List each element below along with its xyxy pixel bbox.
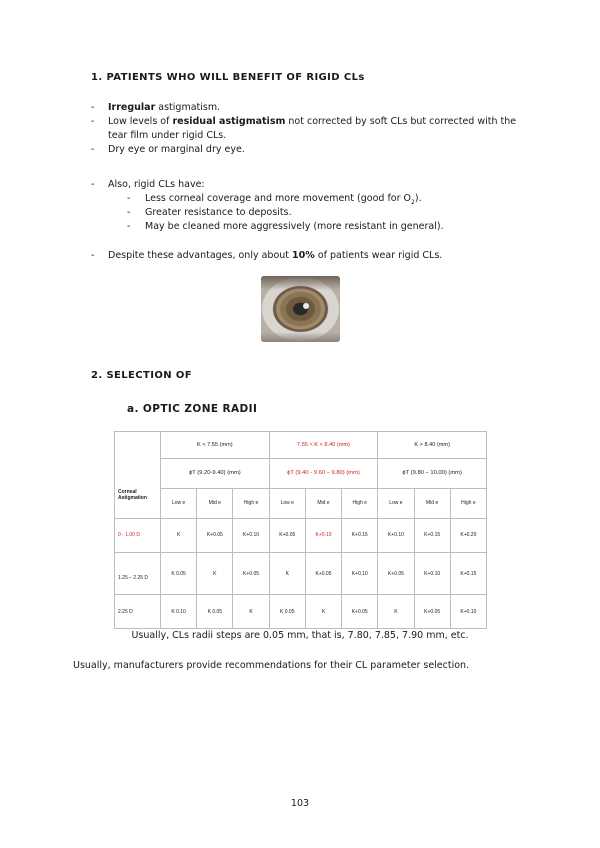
table-cell: K 0.05 (269, 595, 305, 629)
row-label: 1.25 – 2.25 D (115, 552, 161, 594)
optic-zone-radii-table (114, 431, 487, 629)
sub-list-item: - May be cleaned more aggressively (more resistant in general). (127, 221, 444, 232)
table-row (115, 595, 487, 629)
k-group-header: K > 8.40 (mm) (378, 432, 487, 459)
benefit-list (91, 101, 541, 157)
level-header: Mid e (414, 488, 450, 518)
table-row (115, 552, 487, 594)
level-header: Mid e (197, 488, 233, 518)
list-item-continuation: tear film under rigid CLs. (108, 130, 227, 141)
page-number: 103 (290, 798, 310, 809)
sub-list-item: - Less corneal coverage and more movement (good for $O_2$). (127, 193, 422, 206)
table-cell: K+0.10 (233, 519, 269, 553)
advantages-item: - Despite these advantages, only about 10% of patients wear rigid CLs. (91, 250, 443, 261)
table-cell: K+0.15 (414, 519, 450, 553)
table-cell: K (233, 595, 269, 629)
table-cell: K+0.05 (305, 552, 341, 594)
table-cell: K 0.05 (161, 552, 197, 594)
table-cell: K (378, 595, 414, 629)
table-cell: K+0.05 (342, 595, 378, 629)
subsection-heading: a. OPTIC ZONE RADII (127, 403, 258, 415)
phi-header: ϕT (9.40 - 9.60 – 9.80) (mm) (269, 459, 378, 488)
table-header-row (115, 459, 487, 488)
table-cell: K+0.05 (269, 519, 305, 553)
row-label: 0 - 1.00 D (115, 519, 161, 553)
section-1-heading: 1. PATIENTS WHO WILL BENEFIT OF RIGID CLs (91, 72, 365, 83)
table-cell: K+0.10 (414, 552, 450, 594)
table-cell: K+0.05 (197, 519, 233, 553)
table-cell: K+0.05 (378, 552, 414, 594)
row-label: 2.25 D (115, 595, 161, 629)
table-cell: K+0.10 (305, 519, 341, 553)
table-cell: K+0.15 (342, 519, 378, 553)
table-cell: K+0.10 (378, 519, 414, 553)
list-item: - Low levels of residual astigmatism not corrected by soft CLs but corrected with the (91, 116, 517, 127)
level-header: Mid e (305, 488, 341, 518)
item-text: astigmatism. (155, 102, 221, 113)
bold-text: 10% (292, 250, 315, 261)
level-header: Low e (269, 488, 305, 518)
table-header-row (115, 432, 487, 459)
bold-text: residual astigmatism (172, 116, 286, 127)
phi-header: ϕT (9.20-9.40) (mm) (161, 459, 270, 488)
table-cell: K+0.15 (450, 552, 486, 594)
section-2-heading: 2. SELECTION OF (91, 370, 193, 381)
table-cell: K (161, 519, 197, 553)
table-cell: K 0.10 (161, 595, 197, 629)
corneal-astigmation-label: Corneal Astigmation (115, 432, 161, 519)
item-text: Low levels of (108, 116, 173, 127)
table-cell: K 0.05 (197, 595, 233, 629)
manufacturers-note: Usually, manufacturers provide recommendations for their CL parameter selection. (73, 660, 470, 671)
table-cell: K+0.10 (450, 595, 486, 629)
table-cell: K+0.05 (414, 595, 450, 629)
table-cell: K (305, 595, 341, 629)
k-group-header: K < 7.55 (mm) (161, 432, 270, 459)
list-item: - Dry eye or marginal dry eye. (91, 144, 245, 155)
table-cell: K+0.10 (342, 552, 378, 594)
table-header-row (115, 488, 487, 518)
level-header: Low e (378, 488, 414, 518)
table-cell: K (197, 552, 233, 594)
phi-header: ϕT (9.80 – 10.00) (mm) (378, 459, 487, 488)
list-item: - Irregular astigmatism. (91, 102, 221, 113)
also-block (91, 178, 541, 234)
table-cell: K (269, 552, 305, 594)
eye-photo (261, 276, 340, 342)
table-cell: K+0.05 (233, 552, 269, 594)
level-header: High e (450, 488, 486, 518)
level-header: High e (342, 488, 378, 518)
table-row (115, 519, 487, 553)
sub-list-item: - Greater resistance to deposits. (127, 207, 292, 218)
table-cell: K+0.20 (450, 519, 486, 553)
bold-text: Irregular (108, 102, 156, 113)
level-header: High e (233, 488, 269, 518)
k-group-header: 7.55 < K < 8.40 (mm) (269, 432, 378, 459)
radii-steps-note: Usually, CLs radii steps are 0.05 mm, that is, 7.80, 7.85, 7.90 mm, etc. (131, 630, 469, 641)
level-header: Low e (161, 488, 197, 518)
list-item: - Also, rigid CLs have: (91, 179, 205, 190)
item-text: not corrected by soft CLs but corrected with the (285, 116, 517, 127)
